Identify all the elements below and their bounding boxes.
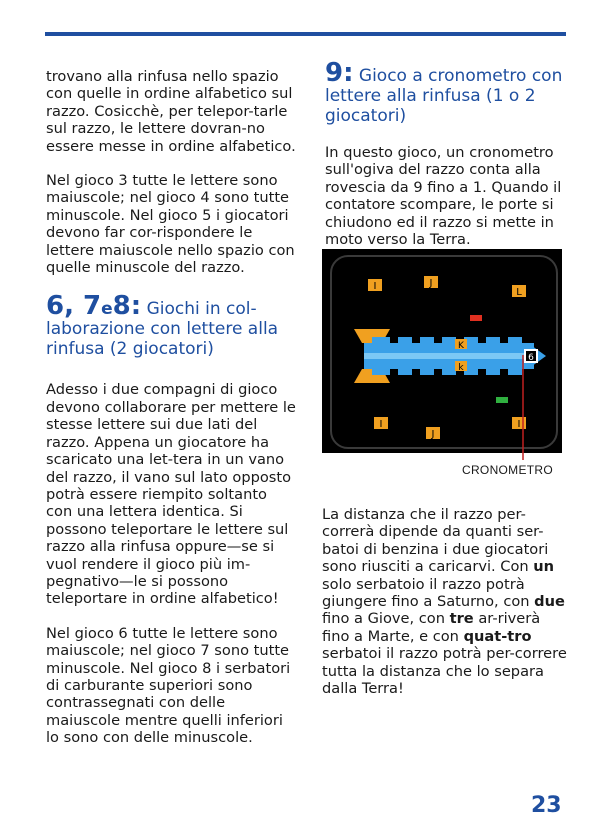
left-column <box>46 68 296 747</box>
emphasis-due: due <box>534 593 565 611</box>
svg-text:J: J <box>429 278 433 289</box>
svg-text:I: I <box>517 419 521 430</box>
heading-text-9: Gioco a cronometro con lettere alla rinfusa (1 o 2 giocatori) <box>325 66 563 126</box>
svg-text:I: I <box>379 419 383 430</box>
heading-number-6: 6 <box>46 291 65 322</box>
alien-green <box>496 397 508 403</box>
svg-text:J: J <box>431 429 435 440</box>
heading-conjunction: e <box>101 299 113 320</box>
page-number: 23 <box>531 793 562 818</box>
text-run: ar-riverà fino a Marte, e con <box>322 610 541 645</box>
heading-colon: : <box>130 291 142 322</box>
left-paragraph-4: Nel gioco 6 tutte le lettere sono maiuscole; nel gioco 7 sono tutte minuscole. Nel gioco 8 i serbatori di carburante superiori sono contrassegnati con delle maiuscole mentre quelli inferiori lo sono con delle minuscole. <box>46 624 291 747</box>
game-screenshot <box>322 249 562 453</box>
svg-text:I: I <box>373 281 377 292</box>
letter-tile-top-1 <box>368 279 382 292</box>
alien-red <box>470 315 482 321</box>
game-scene <box>332 257 556 447</box>
heading-text-678: Giochi in col-laborazione con lettere alla rinfusa (2 giocatori) <box>46 299 279 360</box>
svg-text:6: 6 <box>528 353 534 363</box>
text-run: serbatoi il razzo potrà per-correre tutta la distanza che lo separa dalla Terra! <box>322 645 567 698</box>
section-heading-9 <box>325 58 570 126</box>
section-heading-678 <box>46 291 296 360</box>
top-rule <box>45 32 566 36</box>
heading-number-9: 9 <box>325 58 344 88</box>
right-paragraph-2 <box>322 506 567 697</box>
heading-number-8: 8 <box>112 291 131 322</box>
tv-screen-frame <box>330 255 558 449</box>
svg-text:K: K <box>458 341 464 351</box>
letter-tile-bottom-3 <box>512 417 526 430</box>
timer-caption: CRONOMETRO <box>462 463 553 477</box>
svg-text:k: k <box>458 363 464 373</box>
right-paragraph-1: In questo gioco, un cronometro sull'ogiva del razzo conta alla rovescia da 9 fino a 1. Quando il contatore scompare, le porte si chiudono ed il razzo si mette in moto verso la Terra. <box>325 144 562 249</box>
heading-colon-9: : <box>343 58 354 88</box>
timer-display <box>524 349 538 363</box>
text-run: solo serbatoio il razzo potrà giungere fino a Saturno, con <box>322 575 535 611</box>
emphasis-un: un <box>533 558 555 576</box>
heading-comma: , <box>64 291 84 322</box>
letter-tile-bottom-2 <box>426 427 440 440</box>
text-run: La distanza che il razzo per-correrà dipende da quanti ser-batoi di benzina i due giocatori sono riusciti a caricarvi. Con <box>322 506 549 576</box>
text-run: fino a Giove, con <box>322 610 450 628</box>
left-paragraph-1: trovano alla rinfusa nello spazio con quelle in ordine alfabetico sul razzo. Cosicchè, per telepor-tarle sul razzo, le lettere dovran-no essere messe in ordine alfabetico. <box>46 68 296 155</box>
letter-tile-top-2 <box>424 276 438 289</box>
right-column <box>325 58 570 249</box>
emphasis-tre: tre <box>449 610 474 628</box>
svg-text:L: L <box>516 287 522 298</box>
heading-number-7: 7 <box>83 291 102 322</box>
left-paragraph-2: Nel gioco 3 tutte le lettere sono maiuscole; nel gioco 4 sono tutte minuscole. Nel gioco 5 i giocatori devono far cor-rispondere le lettere maiuscole nello spazio con quelle minuscole del razzo. <box>46 172 295 277</box>
left-paragraph-3: Adesso i due compagni di gioco devono collaborare per mettere le stesse lettere sui due lati del razzo. Appena un giocatore ha scaricato una let-tera in un vano del razzo, il vano sul lato opposto potrà essere riempito soltanto con una lettera identica. Si possono teleportare le lettere sul razzo alla rinfusa oppure—se si vuol rendere il gioco più im-pegnativo—le si possono teleportare in ordine alfabetico! <box>46 381 296 608</box>
emphasis-quattro: quat-tro <box>463 627 532 645</box>
letter-tile-bottom-1 <box>374 417 388 430</box>
letter-tile-top-3 <box>512 285 526 298</box>
